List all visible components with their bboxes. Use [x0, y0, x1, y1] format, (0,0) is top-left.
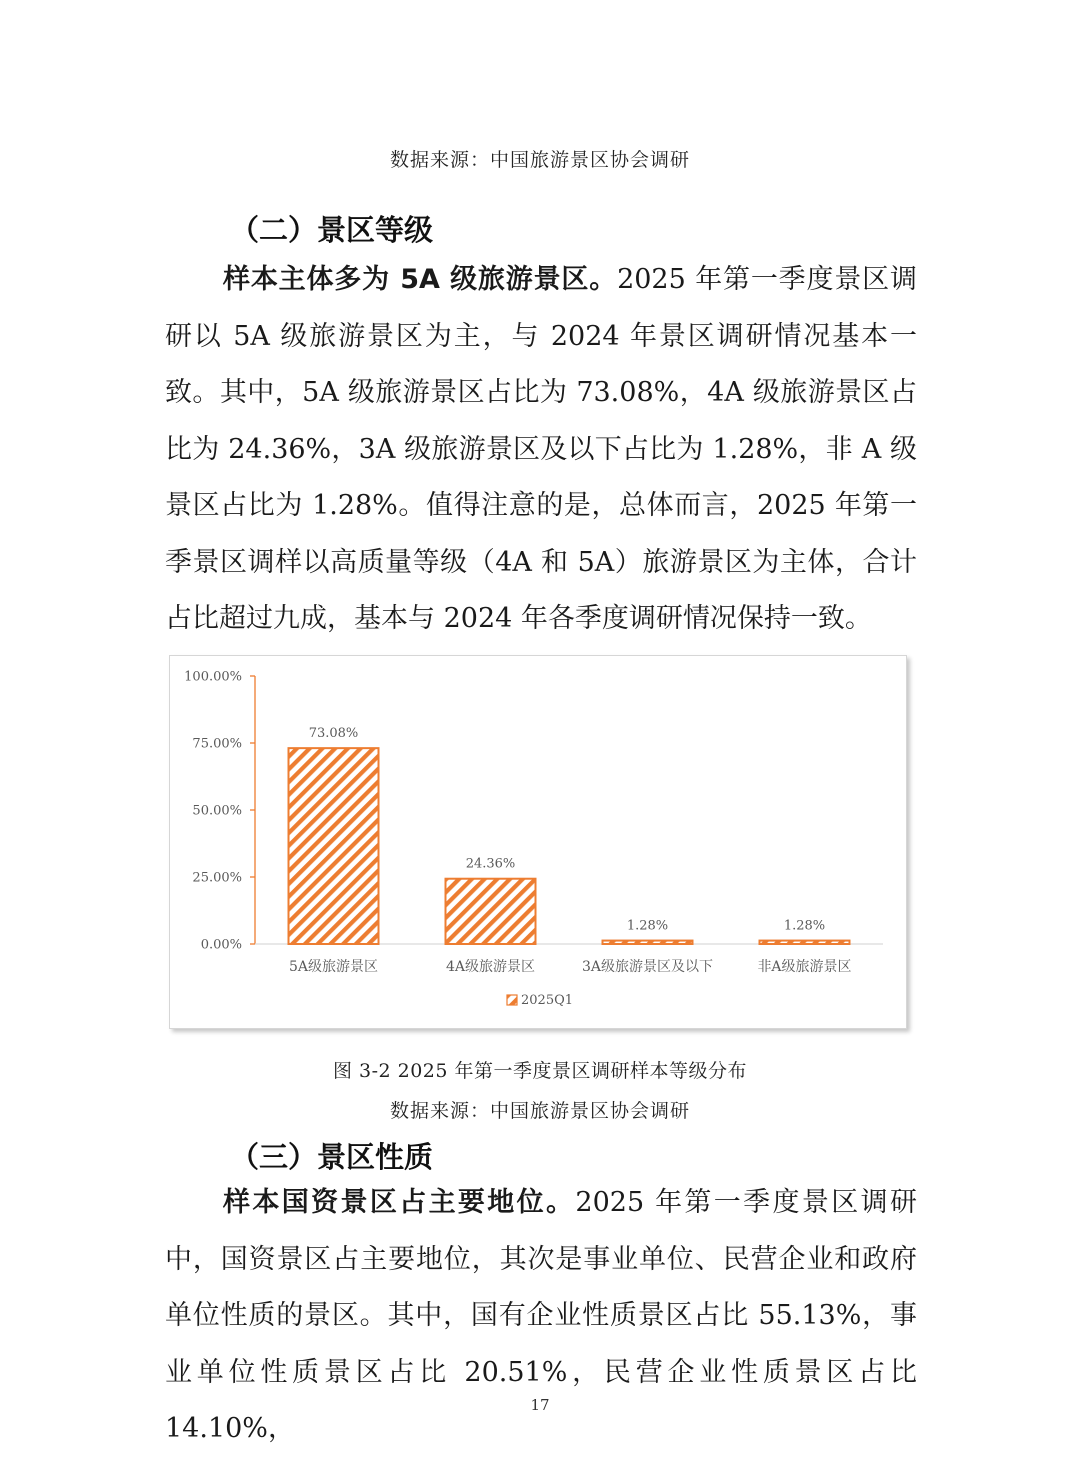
figure-source-note: 数据来源：中国旅游景区协会调研: [389, 1100, 690, 1122]
legend-label: 2025Q1: [521, 993, 574, 1008]
page-number: 17: [530, 1396, 550, 1414]
section-heading-nature: （三）景区性质: [230, 1140, 434, 1174]
y-tick-label: 0.00%: [200, 937, 242, 953]
paragraph-lead: 样本国资景区占主要地位。: [223, 1187, 576, 1218]
paragraph-lead: 样本主体多为 5A 级旅游景区。: [223, 264, 618, 295]
legend-swatch: [507, 995, 517, 1005]
category-label: 5A级旅游景区: [288, 959, 379, 975]
paragraph-body: 2025 年第一季度景区调研中，国资景区占主要地位，其次是事业单位、民营企业和政府单位性质的景区。其中，国有企业性质景区占比 55.13%，事业单位性质景区占比 20.51%，民营企业性质景区占比 14.10%，: [165, 1187, 918, 1444]
bar-chart-svg: [170, 656, 906, 1028]
section-heading-grade: （二）景区等级: [230, 213, 434, 247]
figure-caption: 图 3-2 2025 年第一季度景区调研样本等级分布: [332, 1060, 748, 1082]
category-label: 4A级旅游景区: [445, 959, 536, 975]
y-tick-label: 50.00%: [192, 803, 242, 819]
paragraph-nature: [165, 1175, 917, 1458]
data-source-note: 数据来源：中国旅游景区协会调研: [389, 149, 690, 171]
bar-value-label: 24.36%: [465, 856, 516, 872]
bar: [603, 941, 693, 944]
bar: [760, 941, 850, 944]
paragraph-grade: [165, 252, 917, 648]
y-tick-label: 25.00%: [192, 870, 242, 886]
y-tick-label: 100.00%: [184, 669, 242, 685]
bar-value-label: 1.28%: [783, 918, 826, 934]
paragraph-body: 2025 年第一季度景区调研以 5A 级旅游景区为主，与 2024 年景区调研情况基本一致。其中，5A 级旅游景区占比为 73.08%，4A 级旅游景区占比为 24.36%，3A 级旅游景区及以下占比为 1.28%，非 A 级景区占比为 1.28%。值得注意的是，总体而言，2025 年第一季景区调样以高质量等级（4A 和 5A）旅游景区为主体，合计占比超过九成，基本与 2024 年各季度调研情况保持一致。: [165, 264, 917, 634]
bar-chart: [169, 655, 907, 1029]
category-label: 3A级旅游景区及以下: [581, 959, 714, 975]
bar: [446, 879, 536, 944]
category-label: 非A级旅游景区: [757, 959, 852, 975]
bar-value-label: 1.28%: [626, 918, 669, 934]
y-tick-label: 75.00%: [192, 736, 242, 752]
bar: [289, 748, 379, 944]
bar-value-label: 73.08%: [308, 726, 359, 742]
